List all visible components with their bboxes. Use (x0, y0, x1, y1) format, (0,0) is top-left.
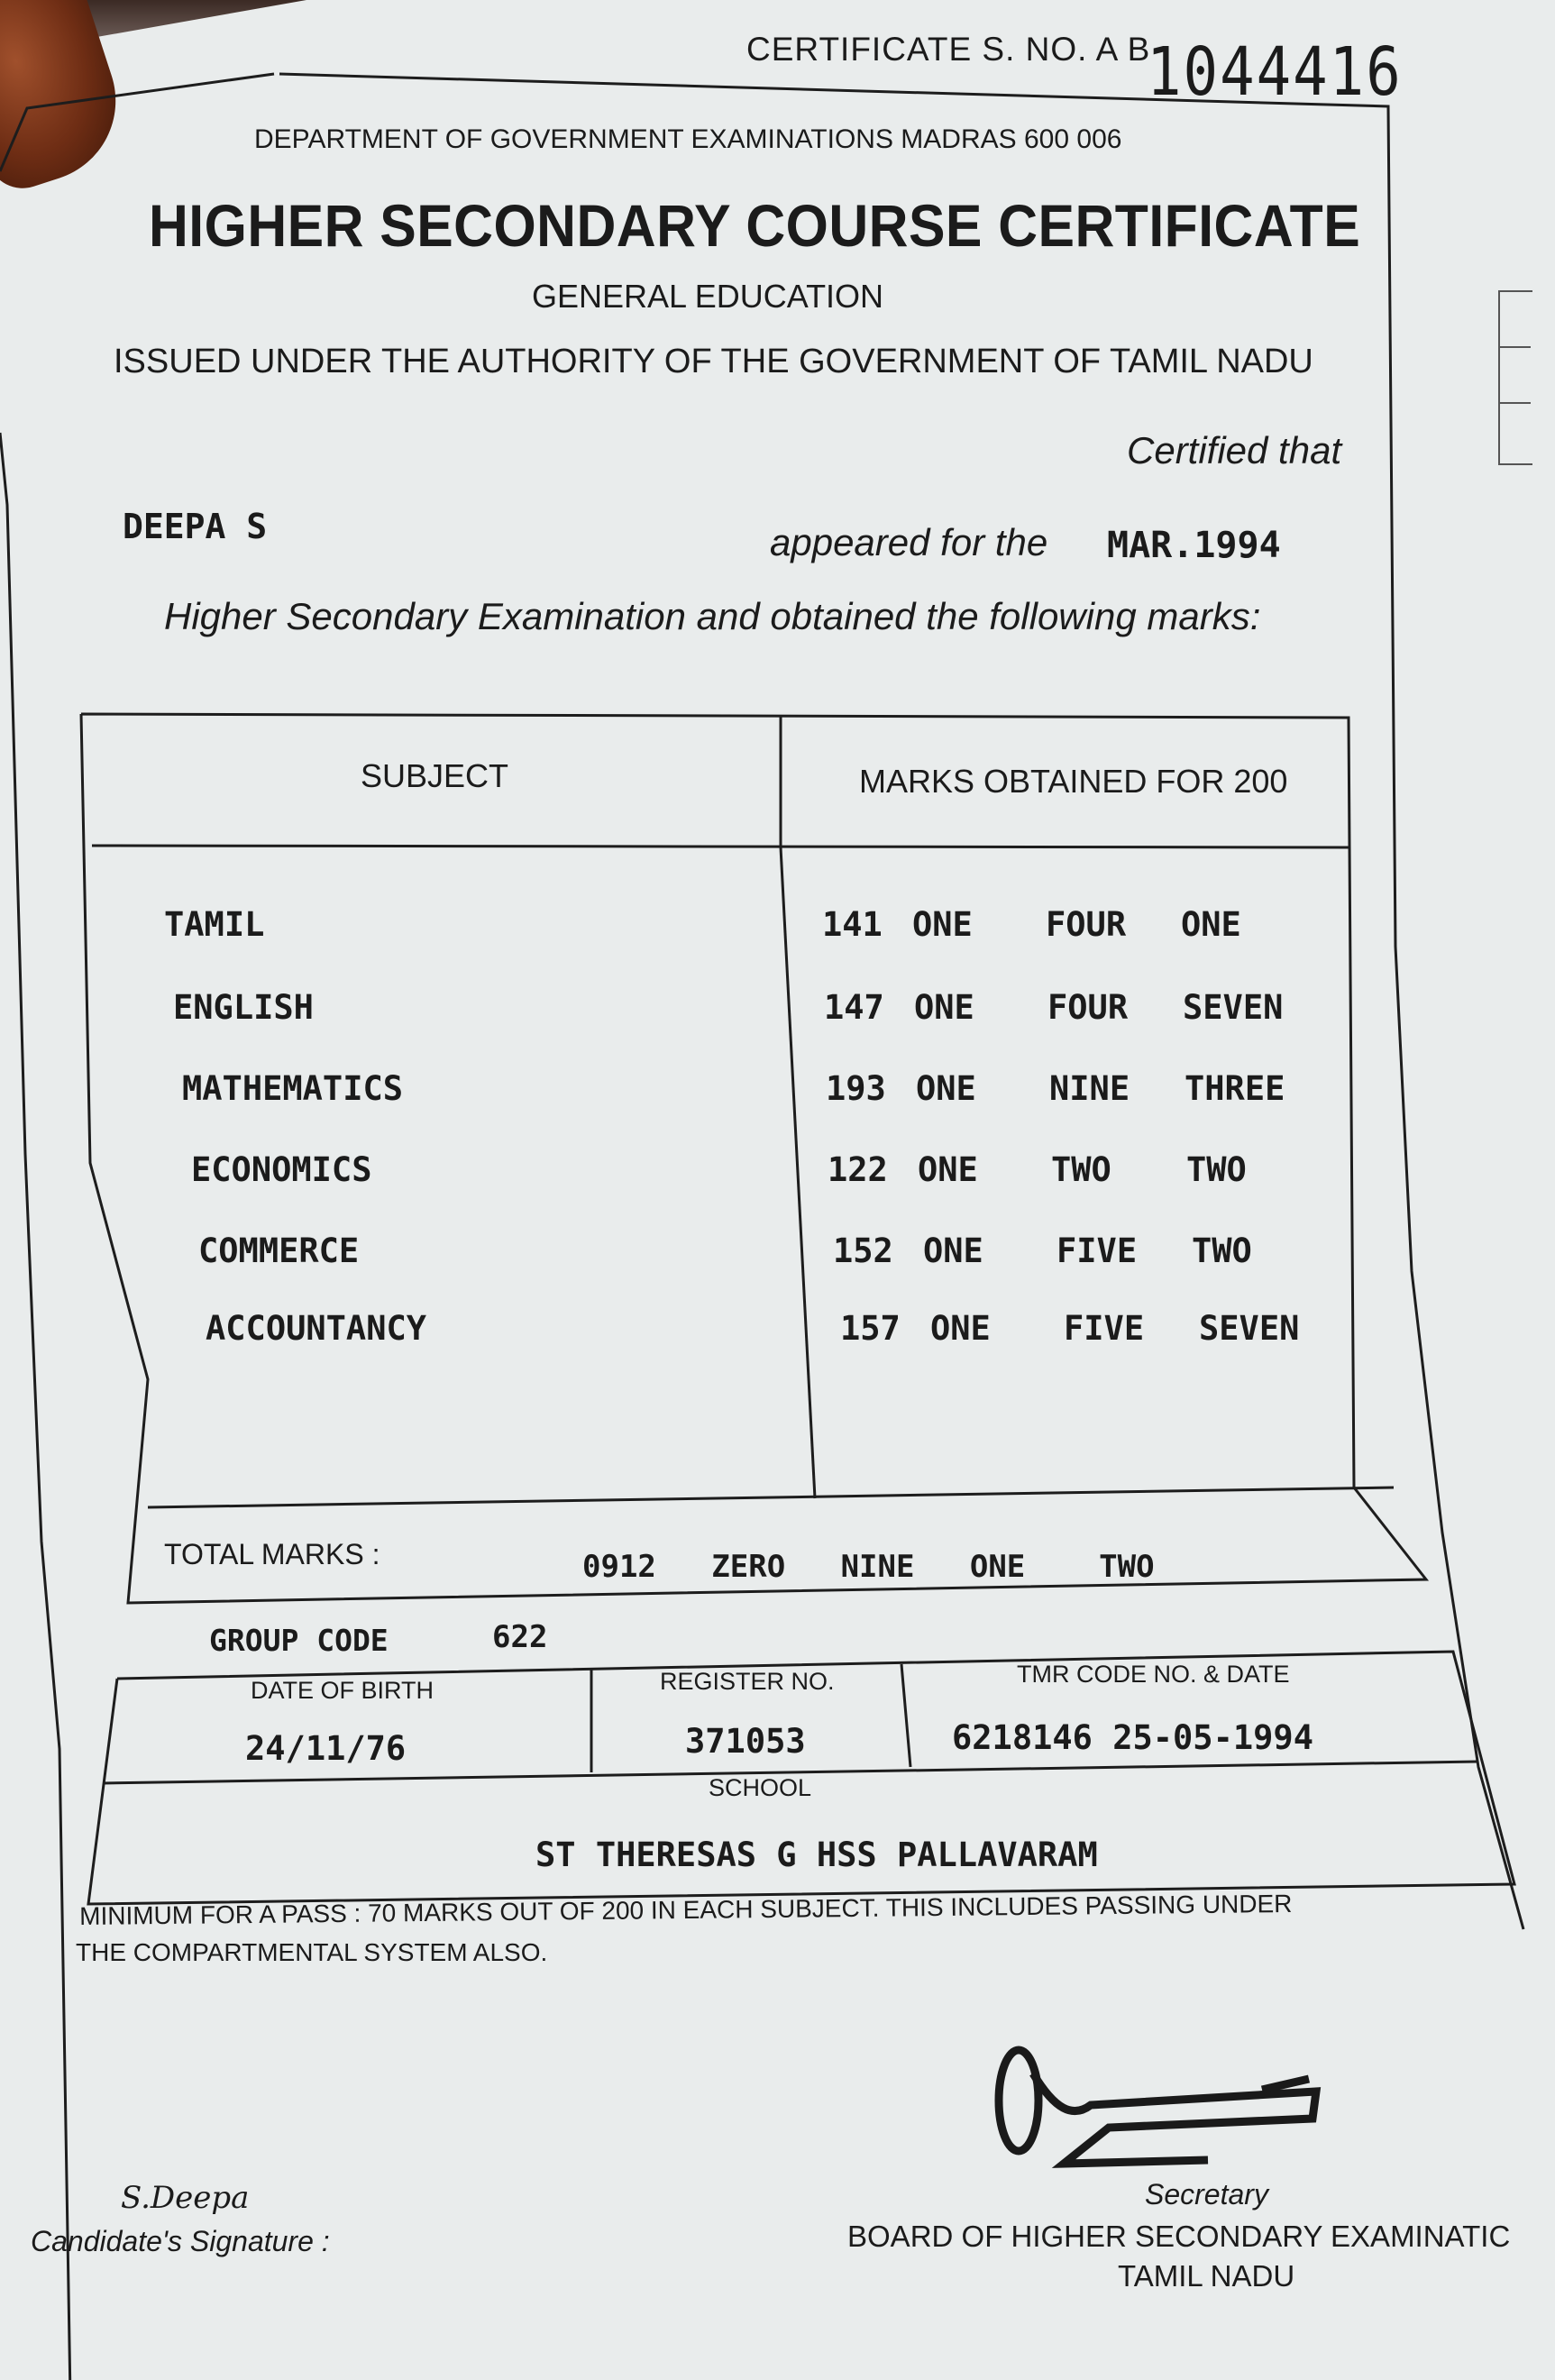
subject-name: ECONOMICS (191, 1150, 372, 1189)
dob-label: DATE OF BIRTH (251, 1677, 434, 1704)
subject-name: TAMIL (164, 905, 265, 944)
certificate-title: HIGHER SECONDARY COURSE CERTIFICATE (149, 192, 1361, 259)
candidate-name: DEEPA S (123, 507, 268, 546)
certified-text: Certified that (1127, 429, 1342, 471)
secretary-label: Secretary (1145, 2178, 1268, 2211)
marks-word-tens: TWO (1051, 1150, 1111, 1189)
marks-word-units: ONE (1181, 905, 1241, 944)
marks-word-tens: FOUR (1047, 988, 1129, 1027)
marks-word-tens: FOUR (1046, 905, 1127, 944)
group-code-value: 622 (492, 1619, 548, 1655)
certificate-subtitle: GENERAL EDUCATION (532, 278, 884, 315)
register-number: 371053 (685, 1722, 806, 1761)
subject-marks-number: 147 (824, 988, 884, 1027)
group-code-label: GROUP CODE (209, 1623, 389, 1658)
register-label: REGISTER NO. (660, 1668, 835, 1695)
total-marks-label: TOTAL MARKS : (164, 1538, 380, 1570)
marks-word-units: TWO (1186, 1150, 1247, 1189)
tmr-label: TMR CODE NO. & DATE (1017, 1661, 1290, 1688)
pass-rule-line-1: MINIMUM FOR A PASS : 70 MARKS OUT OF 200 IN EACH SUBJECT. THIS INCLUDES PASSING UNDER (79, 1889, 1293, 1930)
school-label: SCHOOL (709, 1774, 812, 1801)
subject-marks-number: 122 (828, 1150, 888, 1189)
exam-session: MAR.1994 (1107, 525, 1281, 566)
issuing-authority: ISSUED UNDER THE AUTHORITY OF THE GOVERNMENT OF TAMIL NADU (114, 343, 1313, 380)
marks-word-units: THREE (1185, 1069, 1285, 1108)
page-edge-marker (1498, 290, 1532, 465)
subject-column-header: SUBJECT (361, 757, 509, 794)
department-name: DEPARTMENT OF GOVERNMENT EXAMINATIONS MADRAS 600 006 (254, 124, 1122, 154)
marks-word-tens: NINE (1049, 1069, 1130, 1108)
marks-word-hundreds: ONE (916, 1069, 976, 1108)
candidate-signature-label: Candidate's Signature : (31, 2225, 330, 2257)
serial-number: 1044416 (1147, 34, 1403, 112)
serial-label: CERTIFICATE S. NO. A B (746, 31, 1151, 68)
exam-statement: Higher Secondary Examination and obtained the following marks: (164, 595, 1261, 637)
subject-name: ACCOUNTANCY (206, 1309, 427, 1348)
dob-value: 24/11/76 (245, 1729, 407, 1768)
marks-word-units: TWO (1192, 1231, 1252, 1270)
school-name: ST THERESAS G HSS PALLAVARAM (535, 1835, 1098, 1874)
subject-name: ENGLISH (173, 988, 314, 1027)
tmr-code-value: 6218146 25-05-1994 (952, 1718, 1313, 1757)
candidate-signature: S.Deepa (121, 2180, 250, 2216)
marks-word-units: SEVEN (1183, 988, 1284, 1027)
marks-column-header: MARKS OBTAINED FOR 200 (859, 763, 1288, 800)
subject-marks-number: 193 (826, 1069, 886, 1108)
marks-word-hundreds: ONE (923, 1231, 983, 1270)
board-state: TAMIL NADU (1118, 2259, 1295, 2293)
marks-word-hundreds: ONE (918, 1150, 978, 1189)
marks-word-hundreds: ONE (930, 1309, 991, 1348)
board-name: BOARD OF HIGHER SECONDARY EXAMINATIC (847, 2220, 1511, 2253)
subject-marks-number: 152 (833, 1231, 893, 1270)
subject-marks-number: 157 (840, 1309, 901, 1348)
pass-rule-line-2: THE COMPARTMENTAL SYSTEM ALSO. (76, 1938, 548, 1966)
subject-name: COMMERCE (198, 1231, 360, 1270)
total-marks-value: 0912 ZERO NINE ONE TWO (582, 1549, 1155, 1585)
secretary-signature-icon (999, 2050, 1316, 2164)
marks-word-tens: FIVE (1056, 1231, 1138, 1270)
marks-word-hundreds: ONE (912, 905, 973, 944)
marks-word-hundreds: ONE (914, 988, 974, 1027)
appeared-text: appeared for the (770, 521, 1048, 563)
subject-name: MATHEMATICS (182, 1069, 404, 1108)
marks-word-tens: FIVE (1064, 1309, 1145, 1348)
subject-marks-number: 141 (822, 905, 883, 944)
marks-word-units: SEVEN (1199, 1309, 1300, 1348)
